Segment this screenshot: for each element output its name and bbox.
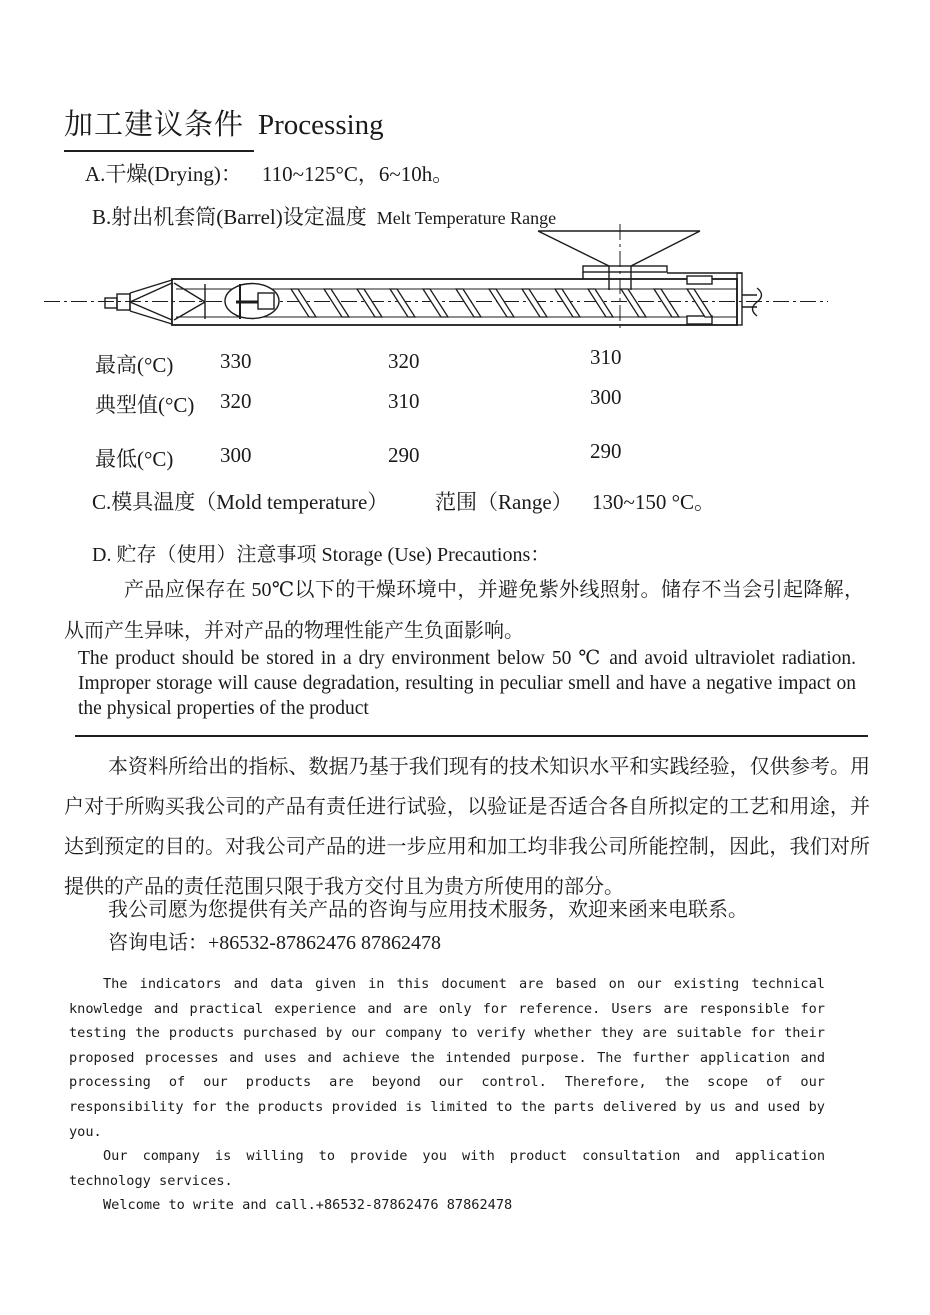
table-row-typical bbox=[0, 385, 930, 417]
injection-barrel-screw-diagram bbox=[40, 220, 870, 352]
page-title-en: Processing bbox=[258, 109, 384, 141]
table-cell: 300 bbox=[590, 385, 622, 409]
title-underline bbox=[64, 150, 254, 152]
table-cell: 290 bbox=[590, 439, 622, 463]
row-label: 典型值(°C) bbox=[95, 393, 195, 417]
section-a-drying bbox=[85, 158, 453, 188]
service-offer-line-zh: 我公司愿为您提供有关产品的咨询与应用技术服务，欢迎来函来电联系。 bbox=[108, 899, 748, 921]
page-title bbox=[64, 102, 384, 143]
disclaimer-paragraph-zh: 本资料所给出的指标、数据乃基于我们现有的技术知识水平和实践经验，仅供参考。用户对于所购买我公司的产品有责任进行试验，以验证是否适合各自所拟定的工艺和用途，并达到预定的目的。对我公司产品的进一步应用和加工均非我公司所能控制，因此，我们对所提供的产品的责任范围只限于我方交付且为贵方所使用的部分。 bbox=[64, 756, 870, 898]
section-b-label-en: Melt Temperature Range bbox=[376, 208, 557, 228]
table-cell: 320 bbox=[388, 349, 420, 373]
table-cell: 330 bbox=[220, 349, 252, 373]
diagram-hopper bbox=[538, 231, 700, 266]
section-c-range-value: 130~150 °C。 bbox=[592, 490, 716, 514]
table-row-max bbox=[0, 345, 930, 377]
diagram-screw-flights bbox=[291, 289, 712, 317]
table-cell: 310 bbox=[388, 389, 420, 413]
row-label: 最低(°C) bbox=[95, 447, 174, 471]
storage-paragraph-en: The product should be stored in a dry environment below 50 ℃ and avoid ultraviolet radiation. Improper storage will cause degradation, resulting in peculiar smell and have a negative impact on the physical properties of the product bbox=[78, 648, 856, 719]
table-cell: 320 bbox=[220, 389, 252, 413]
page-title-zh: 加工建议条件 bbox=[64, 109, 245, 141]
section-a-label: A.干燥(Drying)： bbox=[85, 162, 242, 186]
disclaimer-block-en bbox=[69, 972, 825, 1218]
service-offer-line-en: Our company is willing to provide you with product consultation and application technology services. bbox=[69, 1148, 825, 1189]
section-a-value: 110~125°C，6~10h。 bbox=[261, 162, 454, 186]
row-label: 最高(°C) bbox=[95, 353, 174, 377]
section-c-label: C.模具温度（Mold temperature） bbox=[92, 490, 389, 514]
section-d-storage-heading: D. 贮存（使用）注意事项 Storage (Use) Precautions： bbox=[92, 544, 551, 566]
phone-line-zh: 咨询电话：+86532-87862476 87862478 bbox=[108, 932, 441, 954]
table-row-min bbox=[0, 439, 930, 471]
table-cell: 290 bbox=[388, 443, 420, 467]
disclaimer-paragraph-en: The indicators and data given in this document are based on our existing technical knowledge and practical experience and are only for reference. Users are responsible for testing the products purchased by our company to verify whether they are suitable for their proposed processes and uses and achieve the intended purpose. The further application and processing of our products are beyond our control. Therefore, the scope of our responsibility for the products provided is limited to the parts delivered by us and used by you. bbox=[69, 976, 825, 1140]
table-cell: 310 bbox=[590, 345, 622, 369]
table-cell: 300 bbox=[220, 443, 252, 467]
section-c-range-label: 范围（Range） bbox=[435, 490, 573, 514]
storage-paragraph-zh: 产品应保存在 50℃以下的干燥环境中，并避免紫外线照射。储存不当会引起降解，从而产生异味，并对产品的物理性能产生负面影响。 bbox=[64, 579, 864, 642]
separator-rule bbox=[75, 735, 868, 737]
section-b-label-zh: B.射出机套筒(Barrel)设定温度 bbox=[92, 205, 367, 229]
phone-line-en: Welcome to write and call.+86532-87862476 87862478 bbox=[103, 1197, 513, 1214]
